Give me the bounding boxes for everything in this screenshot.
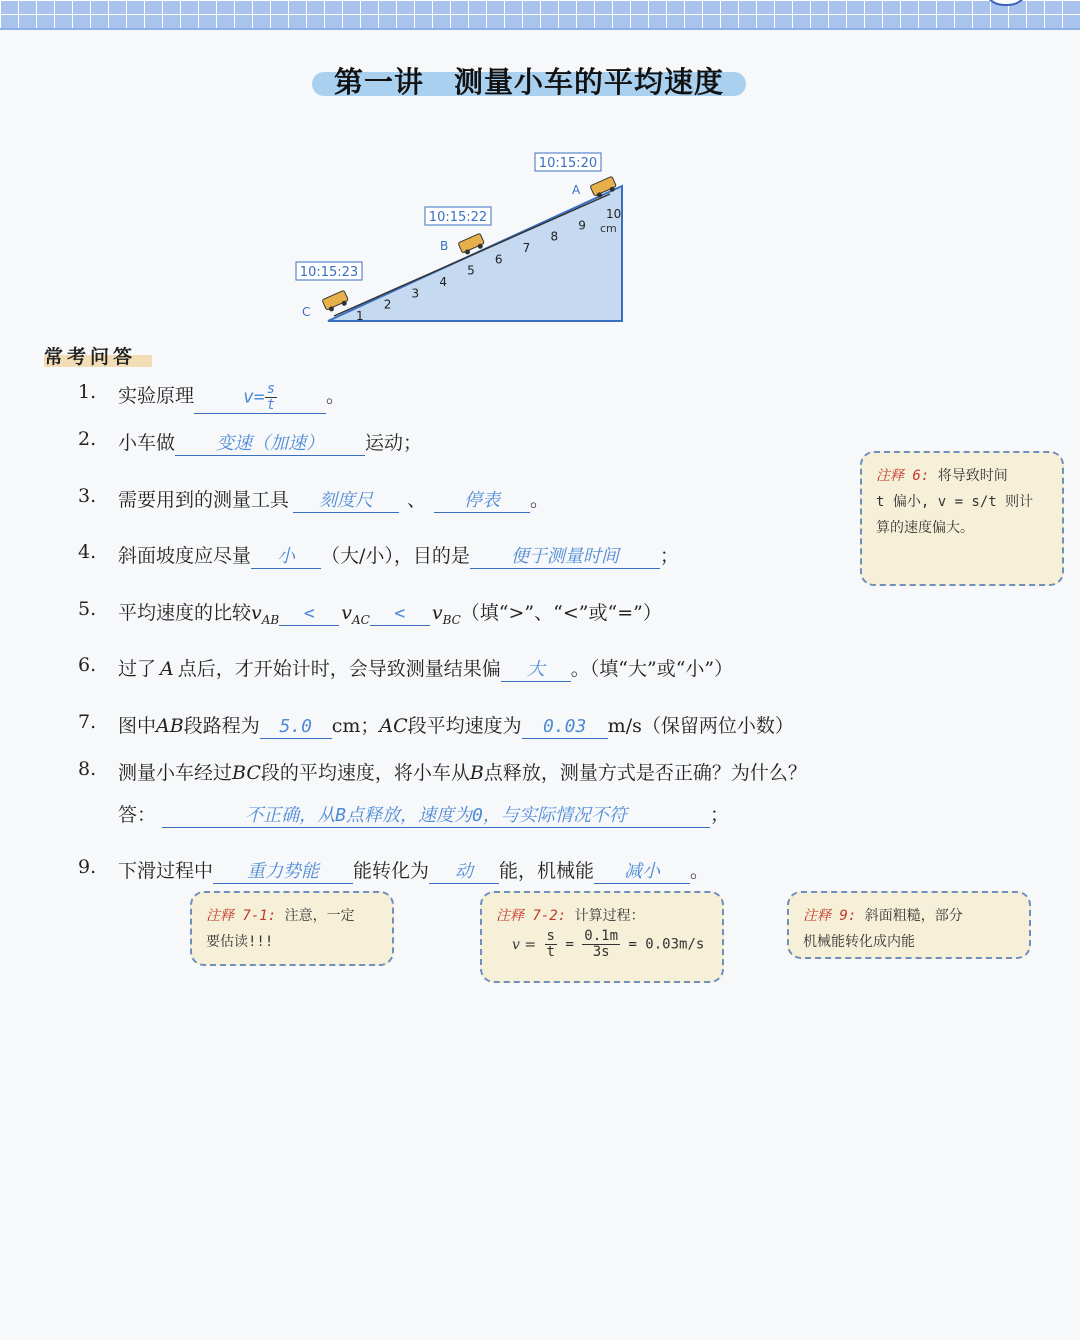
question-4 bbox=[118, 541, 679, 569]
note-7-2 bbox=[480, 891, 724, 983]
clock-c: 10:15:23 bbox=[299, 265, 359, 280]
note-6-line-1: 将导致时间 bbox=[937, 468, 1008, 484]
q8-text-3: 点释放，测量方式是否正确？为什么？ bbox=[483, 762, 807, 784]
q1-end: 。 bbox=[326, 385, 346, 407]
q1-number: 1. bbox=[78, 381, 97, 403]
note-7-2-frac-st bbox=[545, 929, 557, 960]
q5-answer-2: < bbox=[370, 603, 430, 626]
note-9 bbox=[787, 891, 1031, 959]
q9-mid-1: 能转化为 bbox=[353, 860, 430, 882]
point-b-label: B bbox=[440, 239, 449, 253]
q5-number: 5. bbox=[78, 598, 97, 620]
corner-badge-icon bbox=[982, 0, 1030, 6]
q5-v-ab: v bbox=[251, 602, 262, 624]
ruler-tick-4: 4 bbox=[439, 275, 447, 289]
car-at-c bbox=[322, 290, 350, 313]
q1-formula-fraction bbox=[265, 382, 277, 413]
ruler-tick-3: 3 bbox=[411, 286, 420, 301]
q2-end: 运动； bbox=[365, 432, 423, 454]
q9-answer-1: 重力势能 bbox=[213, 861, 353, 884]
note-7-2-tag: 注释 7-2: bbox=[496, 908, 567, 924]
q8-text-2: 段的平均速度，将小车从 bbox=[260, 762, 470, 784]
note-7-2-den: 3s bbox=[592, 944, 610, 960]
section-title-text: 常考问答 bbox=[44, 346, 137, 368]
note-7-2-result: = 0.03m/s bbox=[628, 936, 705, 953]
question-1 bbox=[118, 381, 345, 414]
q8-answer: 不正确，从B点释放，速度为0，与实际情况不符 bbox=[162, 805, 710, 828]
q8-bc: BC bbox=[232, 762, 261, 784]
note-7-2-num: 0.1m bbox=[584, 928, 618, 944]
question-8-answer-line bbox=[118, 800, 729, 828]
note-7-2-v: v = bbox=[512, 936, 537, 953]
question-7 bbox=[118, 711, 794, 739]
q7-text: 图中 bbox=[118, 715, 157, 737]
question-5 bbox=[118, 598, 662, 627]
q4-answer-2: 便于测量时间 bbox=[470, 546, 660, 569]
note-6 bbox=[860, 451, 1064, 586]
q4-answer-1: 小 bbox=[251, 546, 321, 569]
q5-text: 平均速度的比较 bbox=[118, 602, 252, 624]
q8-end: ； bbox=[710, 804, 730, 826]
note-7-2-frac-values bbox=[582, 929, 620, 960]
unit-label: cm bbox=[600, 222, 617, 235]
q1-formula-t: t bbox=[266, 396, 276, 413]
q9-answer-3: 减小 bbox=[594, 861, 690, 884]
q5-sub-ab: AB bbox=[261, 612, 280, 627]
q7-mid-1: cm； bbox=[331, 715, 380, 737]
section-title bbox=[44, 342, 152, 366]
q4-end: ； bbox=[659, 545, 679, 567]
q8-answer-label: 答： bbox=[118, 804, 157, 826]
q6-point: A bbox=[160, 658, 174, 680]
q6-text-2: 点后，才开始计时，会导致测量结果偏 bbox=[177, 658, 501, 680]
q8-text: 测量小车经过 bbox=[118, 762, 233, 784]
note-9-line-2: 机械能转化成内能 bbox=[803, 934, 915, 950]
q9-text: 下滑过程中 bbox=[118, 860, 214, 882]
q3-text: 需要用到的测量工具 bbox=[118, 489, 290, 511]
q7-end: m/s（保留两位小数） bbox=[607, 715, 794, 737]
q7-mid-2: 段平均速度为 bbox=[407, 715, 522, 737]
question-6 bbox=[118, 654, 733, 682]
incline-figure bbox=[290, 148, 640, 328]
q7-ac: AC bbox=[379, 715, 408, 737]
ruler-tick-6: 6 bbox=[494, 252, 503, 267]
q6-text: 过了 bbox=[118, 658, 157, 680]
q5-v-bc: v bbox=[431, 602, 443, 624]
q1-answer-blank bbox=[194, 382, 326, 414]
note-6-line-2: t 偏小, v = s/t 则计 bbox=[876, 494, 1034, 510]
page-title bbox=[312, 60, 746, 98]
point-c-label: C bbox=[302, 305, 311, 319]
q1-formula-s: s bbox=[266, 380, 276, 397]
question-3 bbox=[118, 485, 549, 513]
note-7-2-s: s bbox=[546, 928, 555, 944]
q1-formula-v: v= bbox=[242, 386, 265, 407]
q6-answer: 大 bbox=[501, 659, 571, 682]
note-6-tag: 注释 6: bbox=[876, 468, 930, 484]
note-7-2-t: t bbox=[546, 944, 555, 960]
q5-v-ac: v bbox=[341, 602, 352, 624]
note-7-1-tag: 注释 7-1: bbox=[206, 908, 277, 924]
question-8 bbox=[118, 758, 807, 785]
q6-number: 6. bbox=[78, 654, 97, 676]
q4-mid: （大/小），目的是 bbox=[321, 545, 470, 567]
ruler-tick-2: 2 bbox=[383, 297, 392, 312]
q5-sub-bc: BC bbox=[442, 612, 461, 627]
note-7-1 bbox=[190, 891, 394, 966]
q4-text: 斜面坡度应尽量 bbox=[118, 545, 252, 567]
ruler-tick-1: 1 bbox=[356, 309, 364, 323]
note-9-tag: 注释 9: bbox=[803, 908, 857, 924]
ruler-tick-8: 8 bbox=[550, 229, 559, 244]
q7-answer-2: 0.03 bbox=[522, 716, 608, 739]
top-grid-banner bbox=[0, 0, 1080, 30]
q7-answer-1: 5.0 bbox=[260, 716, 332, 739]
note-9-line-1: 斜面粗糙，部分 bbox=[864, 908, 963, 924]
q8-b: B bbox=[469, 762, 484, 784]
ruler-tick-7: 7 bbox=[522, 241, 531, 255]
question-9 bbox=[118, 856, 709, 884]
point-a-label: A bbox=[572, 183, 581, 197]
q3-answer-2: 停表 bbox=[434, 490, 530, 513]
q3-end: 。 bbox=[530, 489, 550, 511]
q5-sub-ac: AC bbox=[351, 612, 370, 627]
q7-number: 7. bbox=[78, 711, 97, 733]
ruler-tick-10: 10 bbox=[606, 207, 622, 221]
q9-mid-2: 能，机械能 bbox=[499, 860, 595, 882]
note-6-line-3: 算的速度偏大。 bbox=[876, 520, 974, 536]
q4-number: 4. bbox=[78, 541, 97, 563]
q2-answer: 变速（加速） bbox=[175, 433, 365, 456]
q9-number: 9. bbox=[78, 856, 97, 878]
q6-end: 。（填“大”或“小”） bbox=[570, 658, 734, 680]
q3-answer-1: 刻度尺 bbox=[293, 490, 399, 513]
note-7-1-line-2: 要估读!!! bbox=[206, 934, 274, 950]
clock-a: 10:15:20 bbox=[538, 156, 598, 171]
note-7-1-line-1: 注意，一定 bbox=[284, 908, 355, 924]
q5-answer-1: < bbox=[279, 603, 339, 626]
q7-text-2: 段路程为 bbox=[183, 715, 260, 737]
q3-separator: 、 bbox=[407, 489, 427, 511]
q8-number: 8. bbox=[78, 758, 97, 780]
q2-number: 2. bbox=[78, 428, 97, 450]
q2-text: 小车做 bbox=[118, 432, 176, 454]
q3-number: 3. bbox=[78, 485, 97, 507]
clock-b: 10:15:22 bbox=[428, 210, 488, 225]
title-text: 第一讲 测量小车的平均速度 bbox=[333, 65, 724, 99]
note-7-2-eq: = bbox=[565, 936, 574, 953]
ruler-tick-5: 5 bbox=[467, 263, 475, 278]
q5-end: （填“>”、“<”或“=”） bbox=[460, 602, 662, 624]
q9-end: 。 bbox=[690, 860, 710, 882]
note-7-2-line-1: 计算过程： bbox=[574, 908, 645, 924]
ruler-tick-9: 9 bbox=[578, 218, 586, 233]
q9-answer-2: 动 bbox=[429, 861, 499, 884]
question-2 bbox=[118, 428, 422, 456]
q7-ab: AB bbox=[156, 715, 184, 737]
q1-text: 实验原理 bbox=[118, 385, 195, 407]
